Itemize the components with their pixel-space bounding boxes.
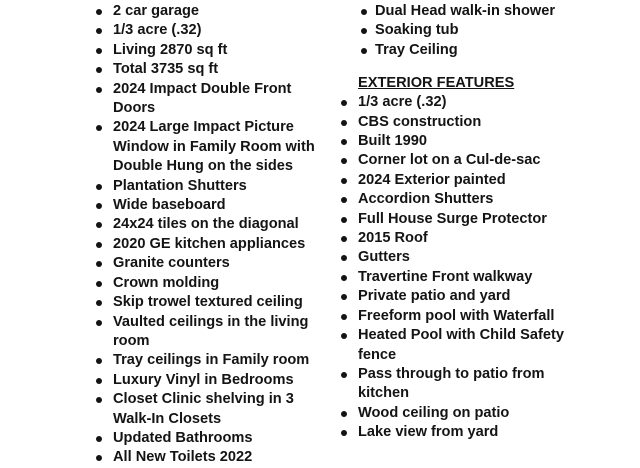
list-item: Tray Ceiling bbox=[358, 41, 578, 60]
list-item: Pass through to patio from kitchen bbox=[338, 365, 578, 404]
list-item: Lake view from yard bbox=[338, 423, 578, 442]
list-item: Private patio and yard bbox=[338, 287, 578, 306]
list-item: All New Toilets 2022 bbox=[93, 448, 328, 467]
list-item: Vaulted ceilings in the living room bbox=[93, 313, 328, 352]
exterior-features-list bbox=[338, 93, 578, 442]
list-item: Corner lot on a Cul-de-sac bbox=[338, 151, 578, 170]
list-item: 1/3 acre (.32) bbox=[93, 21, 328, 40]
list-item: Wood ceiling on patio bbox=[338, 404, 578, 423]
list-item: Total 3735 sq ft bbox=[93, 60, 328, 79]
interior-features-list bbox=[93, 2, 328, 468]
list-item: Accordion Shutters bbox=[338, 190, 578, 209]
list-item: Travertine Front walkway bbox=[338, 268, 578, 287]
list-item: Soaking tub bbox=[358, 21, 578, 40]
list-item: 2015 Roof bbox=[338, 229, 578, 248]
list-item: Tray ceilings in Family room bbox=[93, 351, 328, 370]
list-item: 2024 Impact Double Front Doors bbox=[93, 80, 328, 119]
list-item: 2 car garage bbox=[93, 2, 328, 21]
list-item: Full House Surge Protector bbox=[338, 210, 578, 229]
list-item: CBS construction bbox=[338, 113, 578, 132]
left-column bbox=[93, 0, 328, 468]
list-item: 1/3 acre (.32) bbox=[338, 93, 578, 112]
list-item: Gutters bbox=[338, 248, 578, 267]
list-item: 24x24 tiles on the diagonal bbox=[93, 215, 328, 234]
list-item: Luxury Vinyl in Bedrooms bbox=[93, 371, 328, 390]
list-item: Heated Pool with Child Safety fence bbox=[338, 326, 578, 365]
master-bath-sub-list bbox=[338, 2, 578, 60]
list-item: 2020 GE kitchen appliances bbox=[93, 235, 328, 254]
list-item: Closet Clinic shelving in 3 Walk-In Closets bbox=[93, 390, 328, 429]
list-item: Built 1990 bbox=[338, 132, 578, 151]
list-item: Granite counters bbox=[93, 254, 328, 273]
list-item: 2024 Large Impact Picture Window in Family Room with Double Hung on the sides bbox=[93, 118, 328, 176]
list-item: Dual Head walk-in shower bbox=[358, 2, 578, 21]
right-column bbox=[338, 0, 578, 443]
list-item: Skip trowel textured ceiling bbox=[93, 293, 328, 312]
list-item: 2024 Exterior painted bbox=[338, 171, 578, 190]
list-item: Plantation Shutters bbox=[93, 177, 328, 196]
list-item: Updated Bathrooms bbox=[93, 429, 328, 448]
list-item: Freeform pool with Waterfall bbox=[338, 307, 578, 326]
list-item: Crown molding bbox=[93, 274, 328, 293]
list-item: Wide baseboard bbox=[93, 196, 328, 215]
list-item: Living 2870 sq ft bbox=[93, 41, 328, 60]
exterior-features-heading: EXTERIOR FEATURES bbox=[358, 75, 515, 92]
